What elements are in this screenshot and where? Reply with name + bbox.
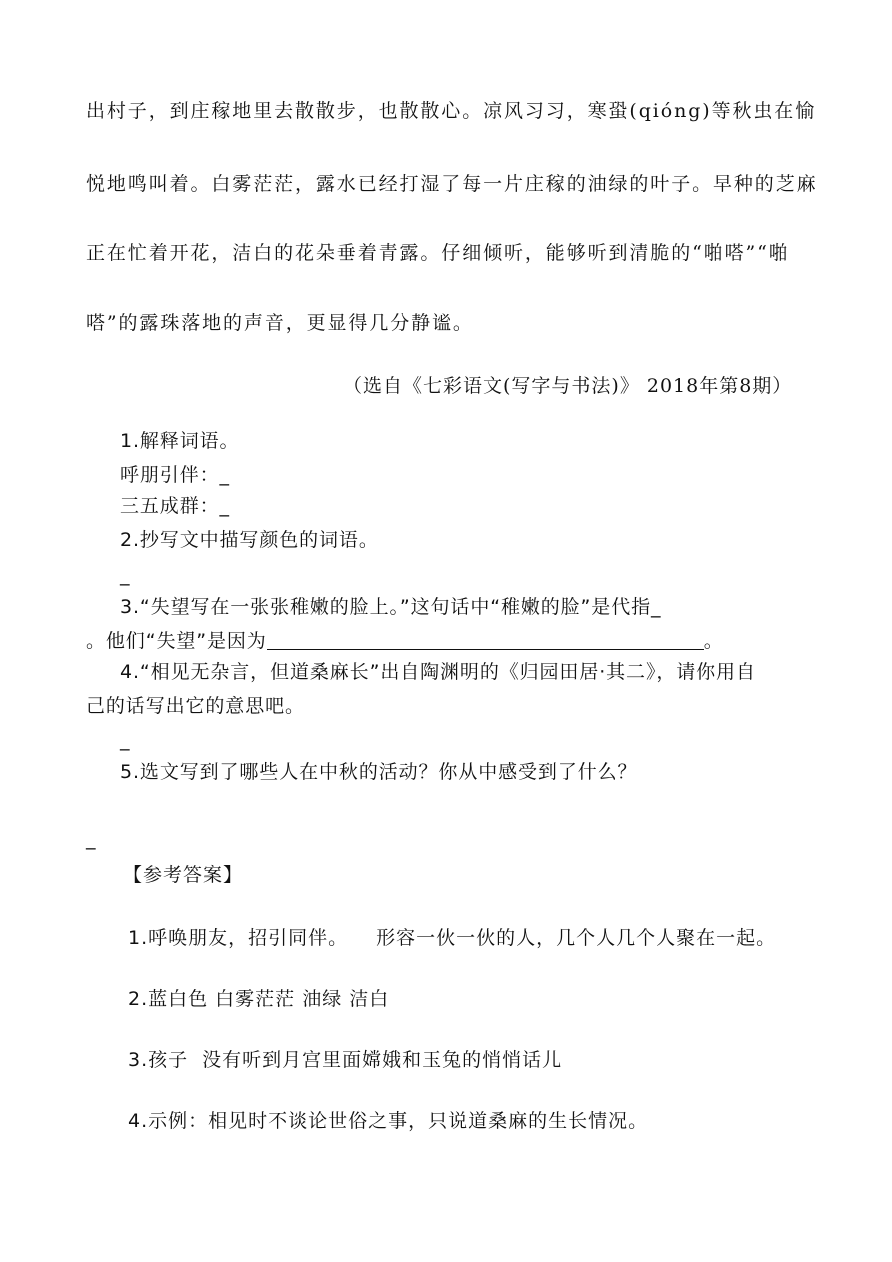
answer-3-part-1: 3.孩子 xyxy=(128,1049,189,1071)
question-3-line-2 xyxy=(86,631,724,651)
answer-1-part-1: 1.呼唤朋友，招引同伴。 xyxy=(128,927,349,949)
question-1-title: 1.解释词语。 xyxy=(120,430,240,452)
answer-3-part-2: 没有听到月宫里面嫦娥和玉兔的悄悄话儿 xyxy=(202,1049,563,1071)
answer-1 xyxy=(128,929,776,948)
question-1-term-a: 呼朋引伴：_ xyxy=(120,464,230,486)
answer-blank-underline xyxy=(267,631,704,650)
question-3-suffix: 。 xyxy=(703,630,724,652)
passage-source: （选自《七彩语文(写字与书法)》 2018年第8期） xyxy=(343,375,793,397)
question-3-prefix: 。他们“失望”是因为 xyxy=(86,630,267,652)
passage-line-1: 出村子，到庄稼地里去散散步，也散散心。凉风习习，寒蛩(qióng)等秋虫在愉 xyxy=(86,100,817,122)
question-3-line-1: 3.“失望写在一张张稚嫩的脸上。”这句话中“稚嫩的脸”是代指_ xyxy=(120,596,662,618)
passage-line-3: 正在忙着开花，洁白的花朵垂着青露。仔细倾听，能够听到清脆的“啪嗒”“啪 xyxy=(86,242,790,264)
answer-1-part-2: 形容一伙一伙的人，几个人几个人聚在一起。 xyxy=(376,927,777,949)
question-5-blank: _ xyxy=(86,828,97,850)
question-5-title: 5.选文写到了哪些人在中秋的活动？你从中感受到了什么？ xyxy=(120,761,638,783)
answer-2: 2.蓝白色 白雾茫茫 油绿 洁白 xyxy=(128,988,390,1010)
passage-line-4: 嗒”的露珠落地的声音，更显得几分静谧。 xyxy=(86,312,474,334)
answer-4: 4.示例：相见时不谈论世俗之事，只说道桑麻的生长情况。 xyxy=(128,1110,649,1132)
question-4-blank: _ xyxy=(120,729,131,751)
passage-line-2: 悦地鸣叫着。白雾茫茫，露水已经打湿了每一片庄稼的油绿的叶子。早种的芝麻 xyxy=(86,173,818,195)
question-1-term-b: 三五成群：_ xyxy=(120,495,230,517)
question-2-blank: _ xyxy=(120,564,131,586)
answer-key-heading: 【参考答案】 xyxy=(123,864,244,886)
answer-3 xyxy=(128,1051,562,1070)
question-4-line-2: 己的话写出它的意思吧。 xyxy=(86,695,305,717)
question-2-title: 2.抄写文中描写颜色的词语。 xyxy=(120,529,379,551)
question-4-line-1: 4.“相见无杂言，但道桑麻长”出自陶渊明的《归园田居·其二》，请你用自 xyxy=(120,661,756,683)
